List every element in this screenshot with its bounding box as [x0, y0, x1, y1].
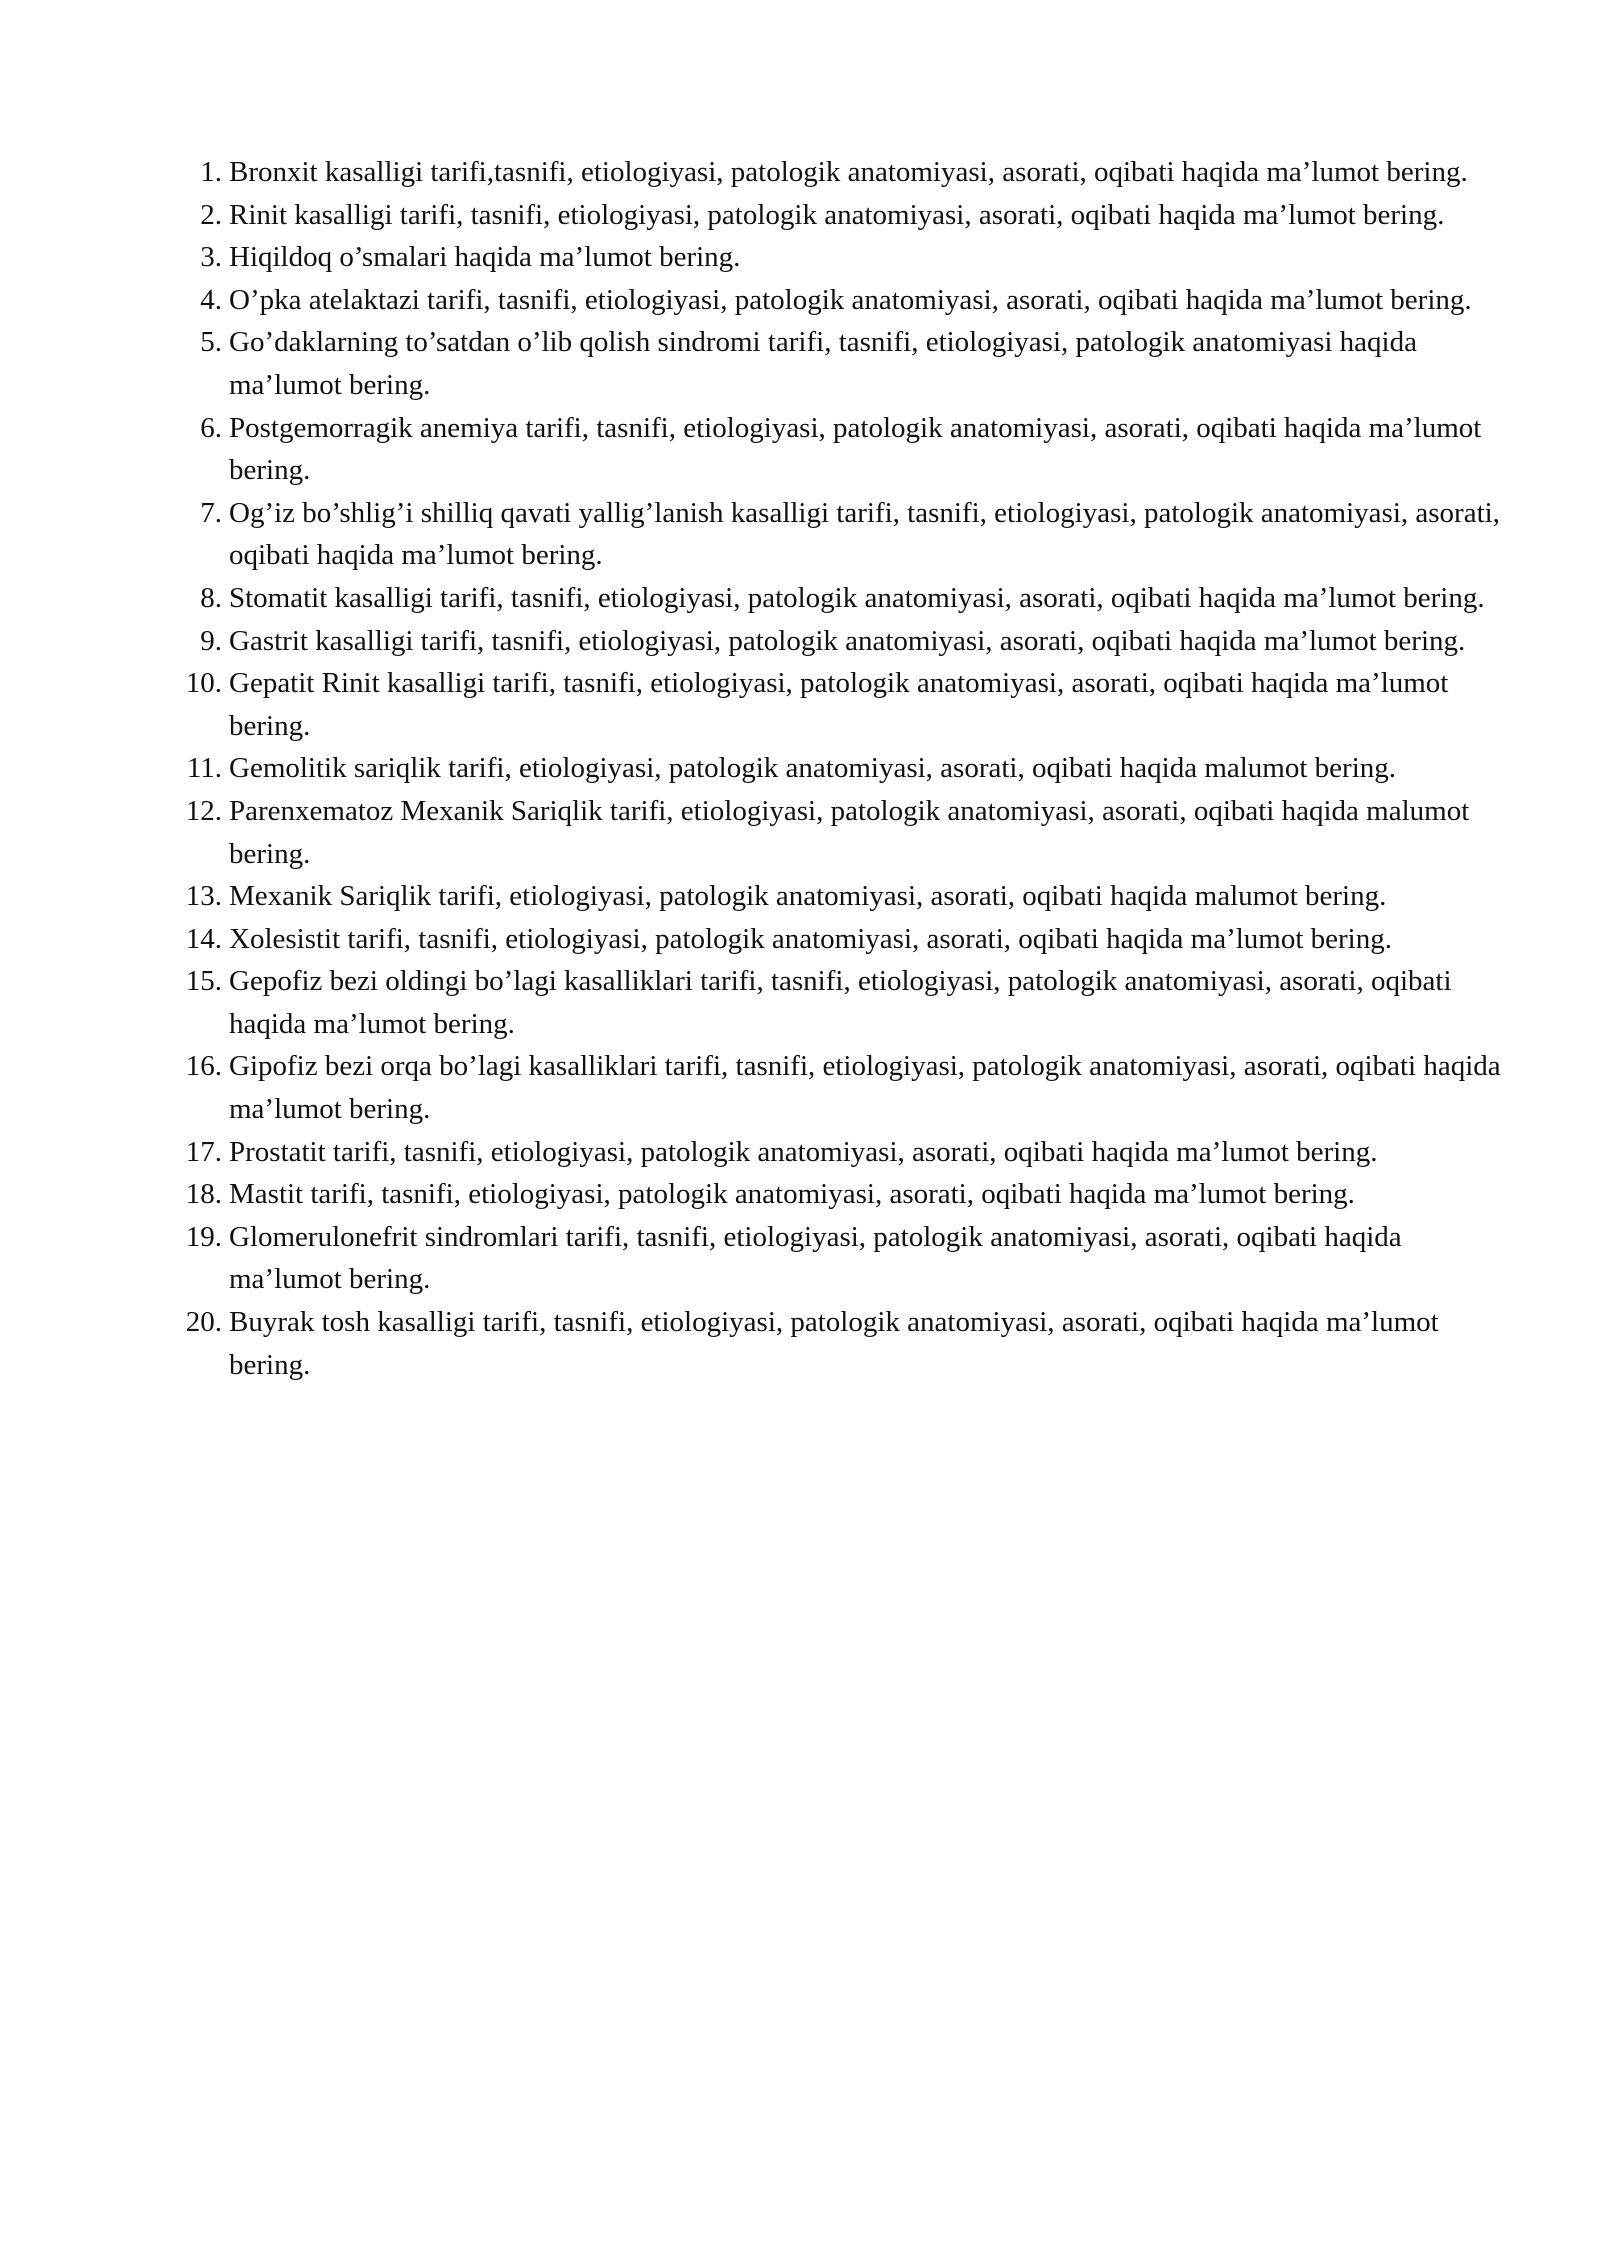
list-item-text: Go’daklarning to’satdan o’lib qolish sindromi tarifi, tasnifi, etiologiyasi, patologik anatomiyasi haqida ma’lumot bering.: [229, 326, 1417, 401]
list-item: [172, 1173, 1502, 1216]
list-item-text: Og’iz bo’shlig’i shilliq qavati yallig’lanish kasalligi tarifi, tasnifi, etiologiyasi, patologik anatomiyasi, asorati, oqibati haqida ma’lumot bering.: [229, 496, 1500, 572]
list-item: [172, 407, 1502, 492]
list-item: [172, 747, 1502, 790]
list-item-text: Xolesistit tarifi, tasnifi, etiologiyasi, patologik anatomiyasi, asorati, oqibati haqida ma’lumot bering.: [229, 922, 1392, 955]
list-item-text: Gipofiz bezi orqa bo’lagi kasalliklari tarifi, tasnifi, etiologiyasi, patologik anatomiyasi, asorati, oqibati haqida ma’lumot bering.: [229, 1050, 1501, 1126]
list-item-number: 7.: [200, 496, 222, 529]
list-item-text: Postgemorragik anemiya tarifi, tasnifi, etiologiyasi, patologik anatomiyasi, asorati, oqibati haqida ma’lumot bering.: [229, 411, 1482, 487]
list-item: [172, 620, 1502, 663]
list-item: [172, 279, 1502, 322]
list-item-number: 2.: [200, 198, 222, 231]
list-item-number: 10.: [185, 667, 222, 700]
list-item: [172, 918, 1502, 961]
list-item: [172, 790, 1502, 875]
list-item-number: 14.: [185, 922, 222, 955]
list-item-text: Parenxematoz Mexanik Sariqlik tarifi, etiologiyasi, patologik anatomiyasi, asorati, oqibati haqida malumot bering.: [229, 794, 1470, 870]
list-item-text: Mexanik Sariqlik tarifi, etiologiyasi, patologik anatomiyasi, asorati, oqibati haqida malumot bering.: [229, 880, 1387, 913]
list-item: [172, 321, 1502, 406]
list-item-number: 5.: [200, 326, 222, 359]
list-item-text: Stomatit kasalligi tarifi, tasnifi, etiologiyasi, patologik anatomiyasi, asorati, oqibati haqida ma’lumot bering.: [229, 581, 1485, 614]
list-item-number: 3.: [200, 241, 222, 274]
list-item: [172, 960, 1502, 1045]
list-item-number: 11.: [186, 752, 222, 785]
list-item-text: Glomerulonefrit sindromlari tarifi, tasnifi, etiologiyasi, patologik anatomiyasi, asorati, oqibati haqida ma’lumot bering.: [229, 1220, 1402, 1296]
list-item: [172, 577, 1502, 620]
list-item-number: 6.: [200, 411, 222, 444]
list-item: [172, 1301, 1502, 1386]
list-item-number: 1.: [200, 156, 222, 188]
list-item-number: 17.: [185, 1135, 222, 1168]
list-item-text: Bronxit kasalligi tarifi,tasnifi, etiologiyasi, patologik anatomiyasi, asorati, oqibati haqida ma’lumot bering.: [229, 156, 1468, 188]
list-item-number: 20.: [185, 1306, 222, 1339]
list-item-number: 16.: [185, 1050, 222, 1083]
question-list: [172, 151, 1502, 1386]
list-item-number: 8.: [200, 581, 222, 614]
list-item: [172, 1216, 1502, 1301]
list-item-text: Rinit kasalligi tarifi, tasnifi, etiologiyasi, patologik anatomiyasi, asorati, oqibati haqida ma’lumot bering.: [229, 198, 1445, 231]
list-item-text: Hiqildoq o’smalari haqida ma’lumot bering.: [229, 241, 741, 274]
list-item: [172, 194, 1502, 237]
list-item-text: Gastrit kasalligi tarifi, tasnifi, etiologiyasi, patologik anatomiyasi, asorati, oqibati haqida ma’lumot bering.: [229, 624, 1466, 657]
list-item-number: 9.: [200, 624, 222, 657]
list-item-text: Gepofiz bezi oldingi bo’lagi kasalliklari tarifi, tasnifi, etiologiyasi, patologik anatomiyasi, asorati, oqibati haqida ma’lumot bering.: [229, 965, 1452, 1040]
list-item: [172, 151, 1502, 194]
list-item: [172, 875, 1502, 918]
list-item-text: Gepatit Rinit kasalligi tarifi, tasnifi, etiologiyasi, patologik anatomiyasi, asorati, oqibati haqida ma’lumot bering.: [229, 667, 1449, 742]
list-item-number: 4.: [200, 283, 222, 316]
list-item: [172, 1131, 1502, 1174]
list-item: [172, 236, 1502, 279]
list-item: [172, 662, 1502, 747]
list-item-number: 13.: [185, 880, 222, 913]
list-item-text: Gemolitik sariqlik tarifi, etiologiyasi, patologik anatomiyasi, asorati, oqibati haqida malumot bering.: [229, 752, 1397, 785]
list-item-text: Mastit tarifi, tasnifi, etiologiyasi, patologik anatomiyasi, asorati, oqibati haqida ma’lumot bering.: [229, 1178, 1355, 1211]
list-item: [172, 1045, 1502, 1130]
list-item-number: 12.: [185, 794, 222, 827]
list-item: [172, 492, 1502, 577]
list-item-text: Buyrak tosh kasalligi tarifi, tasnifi, etiologiyasi, patologik anatomiyasi, asorati, oqibati haqida ma’lumot bering.: [229, 1306, 1439, 1381]
list-item-number: 15.: [185, 965, 222, 998]
list-item-text: Prostatit tarifi, tasnifi, etiologiyasi, patologik anatomiyasi, asorati, oqibati haqida ma’lumot bering.: [229, 1135, 1378, 1168]
list-item-text: O’pka atelaktazi tarifi, tasnifi, etiologiyasi, patologik anatomiyasi, asorati, oqibati haqida ma’lumot bering.: [229, 283, 1472, 316]
list-item-number: 18.: [185, 1178, 222, 1211]
list-item-number: 19.: [185, 1220, 222, 1253]
